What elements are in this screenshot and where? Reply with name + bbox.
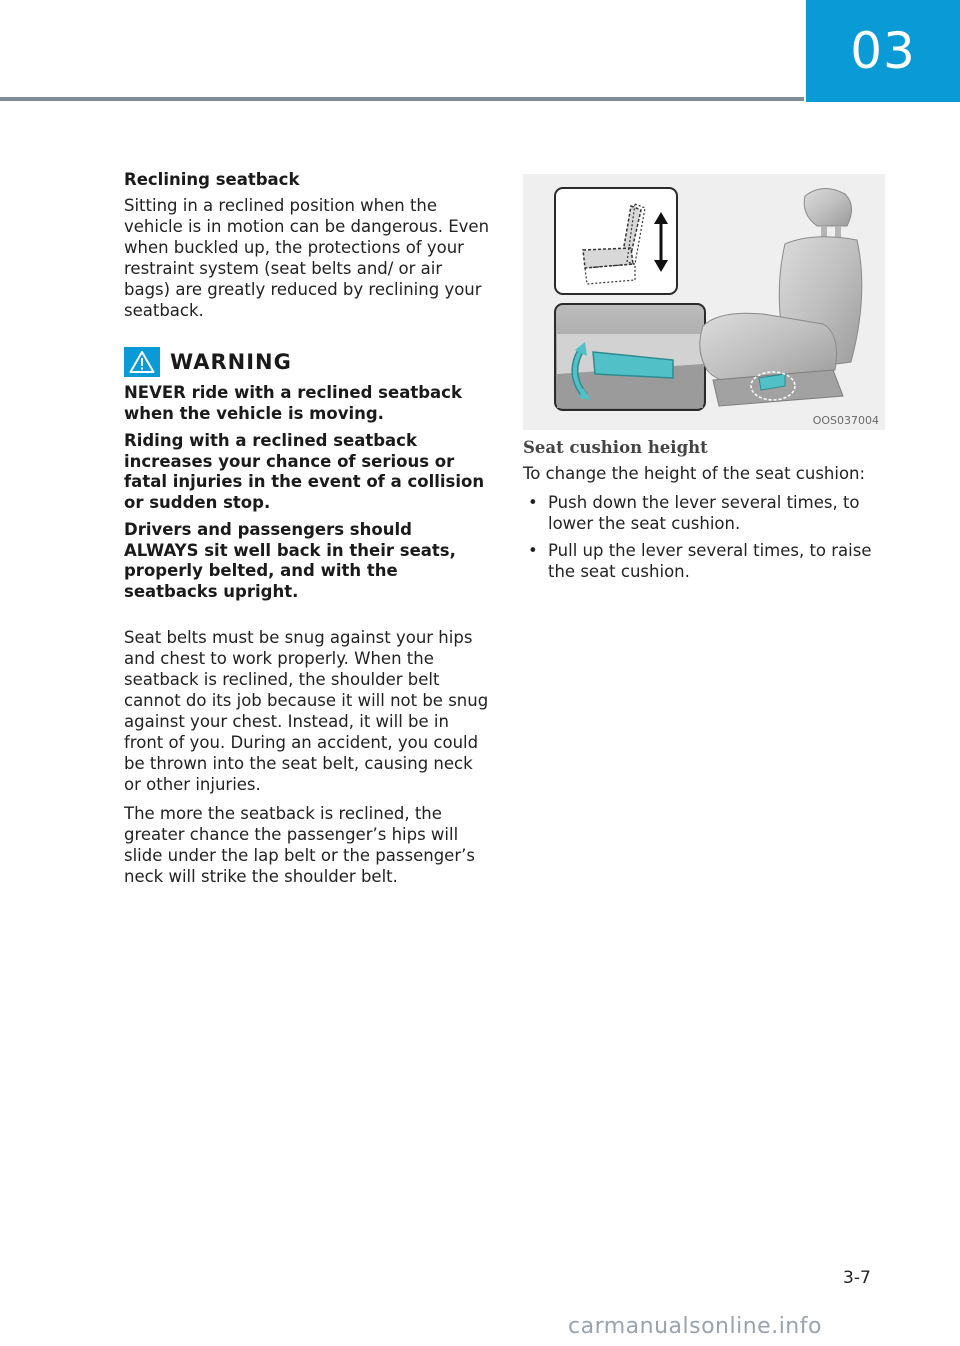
warning-line: Drivers and passengers should ALWAYS sit well back in their seats, properly belted, and with the seatbacks upright. [124, 520, 456, 601]
warning-line: Riding with a reclined seatback increases your chance of serious or fatal injuries in the event of a collision or sudden stop. [124, 431, 485, 512]
bullet-list [523, 492, 885, 582]
section-intro: To change the height of the seat cushion: [523, 464, 866, 483]
warning-line: NEVER ride with a reclined seatback when the vehicle is moving. [124, 383, 462, 423]
header-rule [0, 97, 804, 101]
list-item: • Pull up the lever several times, to raise the seat cushion. [528, 541, 872, 581]
page-number: 3-7 [843, 1268, 871, 1288]
warning-triangle-icon [124, 347, 160, 377]
seat-height-illustration [523, 174, 885, 430]
figure-code: OOS037004 [812, 414, 879, 427]
subheading-reclining: Reclining seatback [124, 170, 300, 189]
left-column [124, 170, 490, 895]
watermark: carmanualsonline.info [568, 1314, 822, 1339]
section-title: Seat cushion height [523, 438, 708, 457]
seat-illustration-svg [523, 174, 885, 430]
intro-paragraph: Sitting in a reclined position when the vehicle is in motion can be dangerous. Even when buckled up, the protections of your restraint system (seat belts and/ or air bags) are greatly reduced by reclining your seatback. [124, 196, 490, 320]
chapter-tab [806, 0, 960, 102]
right-column [523, 174, 885, 588]
body-paragraph: Seat belts must be snug against your hips and chest to work properly. When the seatback is reclined, the shoulder belt cannot do its job because it will not be snug against your chest. Instead, it will be in front of you. During an accident, you could be thrown into the seat belt, causing neck or other injuries. [124, 628, 489, 794]
body-paragraph: The more the seatback is reclined, the greater chance the passenger’s hips will slide under the lap belt or the passenger’s neck will strike the shoulder belt. [124, 804, 475, 886]
list-item-text: Push down the lever several times, to lower the seat cushion. [548, 493, 860, 533]
list-item-text: Pull up the lever several times, to raise the seat cushion. [548, 541, 872, 581]
chapter-number: 03 [850, 22, 916, 80]
list-item: • Push down the lever several times, to lower the seat cushion. [528, 493, 860, 533]
warning-title: WARNING [170, 350, 292, 374]
warning-header [124, 347, 490, 377]
